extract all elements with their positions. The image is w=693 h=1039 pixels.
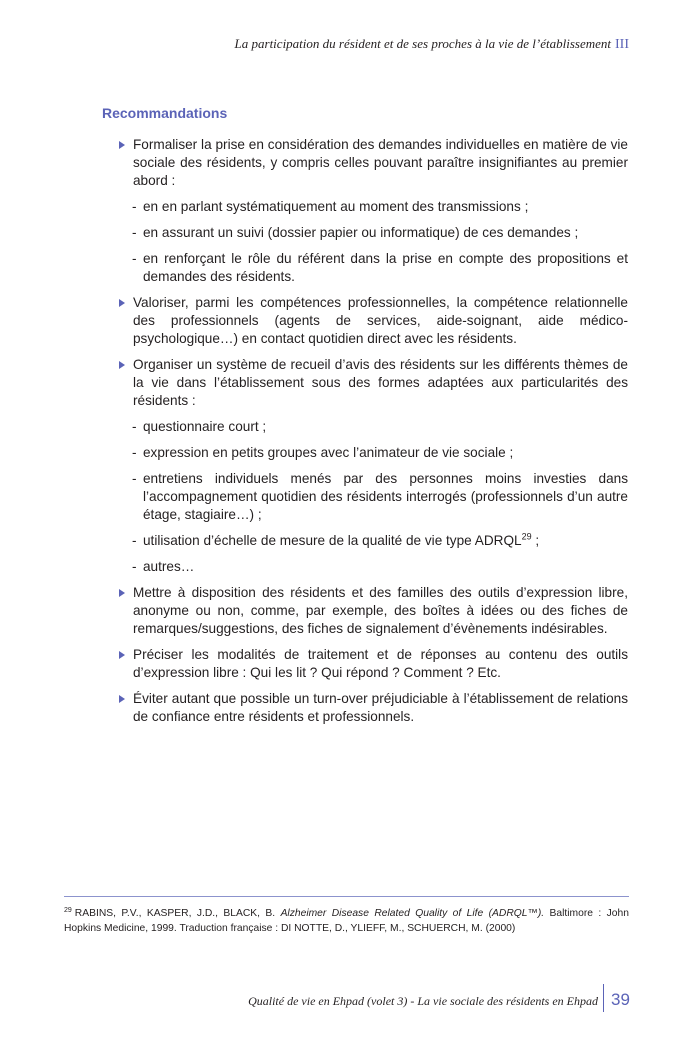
footnote-number: 29: [64, 906, 72, 914]
sub-item-text: questionnaire court ;: [143, 419, 267, 434]
dash-marker: -: [132, 559, 137, 574]
list-item: [119, 646, 628, 682]
recommendations-list: [119, 136, 628, 734]
dash-marker: -: [132, 251, 137, 266]
chapter-number: III: [615, 37, 629, 52]
section-title: Recommandations: [102, 105, 228, 121]
footnote-reference[interactable]: 29: [521, 531, 532, 542]
sub-item-text: autres…: [143, 559, 195, 574]
triangle-bullet-icon: [119, 651, 125, 659]
sub-list-item: [119, 198, 628, 216]
page-number: 39: [611, 990, 630, 1009]
sub-list-item: [119, 444, 628, 462]
running-header: [235, 36, 629, 53]
dash-marker: -: [132, 533, 137, 548]
sub-item-text: utilisation d’échelle de mesure de la qualité de vie type ADRQL: [143, 533, 522, 548]
list-item-text: Organiser un système de recueil d’avis des résidents sur les différents thèmes de la vie dans l’établissement sous des formes adaptées aux particularités des résidents :: [133, 357, 628, 408]
triangle-bullet-icon: [119, 695, 125, 703]
list-item: [119, 584, 628, 638]
running-title: La participation du résident et de ses proches à la vie de l’établissement: [234, 36, 611, 51]
dash-marker: -: [132, 445, 137, 460]
sub-list-item: [119, 224, 628, 242]
sub-item-text-tail: ;: [531, 533, 540, 548]
triangle-bullet-icon: [119, 299, 125, 307]
list-item-text: Préciser les modalités de traitement et de réponses au contenu des outils d’expression libre : Qui les lit ? Qui répond ? Comment ? Etc.: [133, 647, 628, 680]
list-item: [119, 356, 628, 410]
footnote-authors: RABINS, P.V., KASPER, J.D., BLACK, B.: [74, 908, 276, 919]
sub-list-item: [119, 250, 628, 286]
footnote-publisher: Baltimore : John Hopkins Medicine, 1999.: [64, 908, 629, 934]
list-item: [119, 294, 628, 348]
sub-list-item: [119, 418, 628, 436]
sub-list-item: [119, 532, 628, 550]
sub-item-text: expression en petits groupes avec l’animateur de vie sociale ;: [143, 445, 514, 460]
triangle-bullet-icon: [119, 589, 125, 597]
sub-item-text: en en parlant systématiquement au moment des transmissions ;: [143, 199, 529, 214]
dash-marker: -: [132, 225, 137, 240]
list-item-text: Formaliser la prise en considération des demandes individuelles en matière de vie sociale des résidents, y compris celles pouvant paraître insignifiantes au premier abord :: [133, 137, 628, 188]
dash-marker: -: [132, 199, 137, 214]
sub-item-text: entretiens individuels menés par des personnes moins investies dans l’accompagnement quotidien des résidents interrogés (professionnels d’un autre étage, stagiaire…) ;: [143, 471, 628, 522]
dash-marker: -: [132, 419, 137, 434]
list-item-text: Éviter autant que possible un turn-over préjudiciable à l’établissement de relations de confiance entre résidents et professionnels.: [133, 691, 628, 724]
dash-marker: -: [132, 471, 137, 486]
footnote-divider: [64, 896, 629, 897]
sub-list-item: [119, 470, 628, 524]
footnote-translation: Traduction française : DI NOTTE, D., YLIEFF, M., SCHUERCH, M. (2000): [179, 923, 516, 934]
list-item-text: Mettre à disposition des résidents et des familles des outils d’expression libre, anonyme ou non, comme, par exemple, des boîtes à idées ou des fiches de remarques/suggestions, des fiches de signalement d’évènements indésirables.: [133, 585, 628, 636]
triangle-bullet-icon: [119, 361, 125, 369]
sub-list-item: [119, 558, 628, 576]
footer-publication-title: Qualité de vie en Ehpad (volet 3) - La vie sociale des résidents en Ehpad: [248, 994, 598, 1008]
triangle-bullet-icon: [119, 141, 125, 149]
sub-item-text: en assurant un suivi (dossier papier ou informatique) de ces demandes ;: [143, 225, 579, 240]
footnote: [64, 906, 629, 936]
footer-divider: [603, 984, 604, 1012]
list-item: [119, 690, 628, 726]
sub-item-text: en renforçant le rôle du référent dans la prise en compte des propositions et demandes des résidents.: [143, 251, 628, 284]
list-item-text: Valoriser, parmi les compétences professionnelles, la compétence relationnelle des professionnels (agents de services, aide-soignant, aide médico-psychologique…) en contact quotidien direct avec les résidents.: [133, 295, 628, 346]
footnote-title: Alzheimer Disease Related Quality of Life (ADRQL™).: [280, 908, 545, 919]
list-item: [119, 136, 628, 190]
